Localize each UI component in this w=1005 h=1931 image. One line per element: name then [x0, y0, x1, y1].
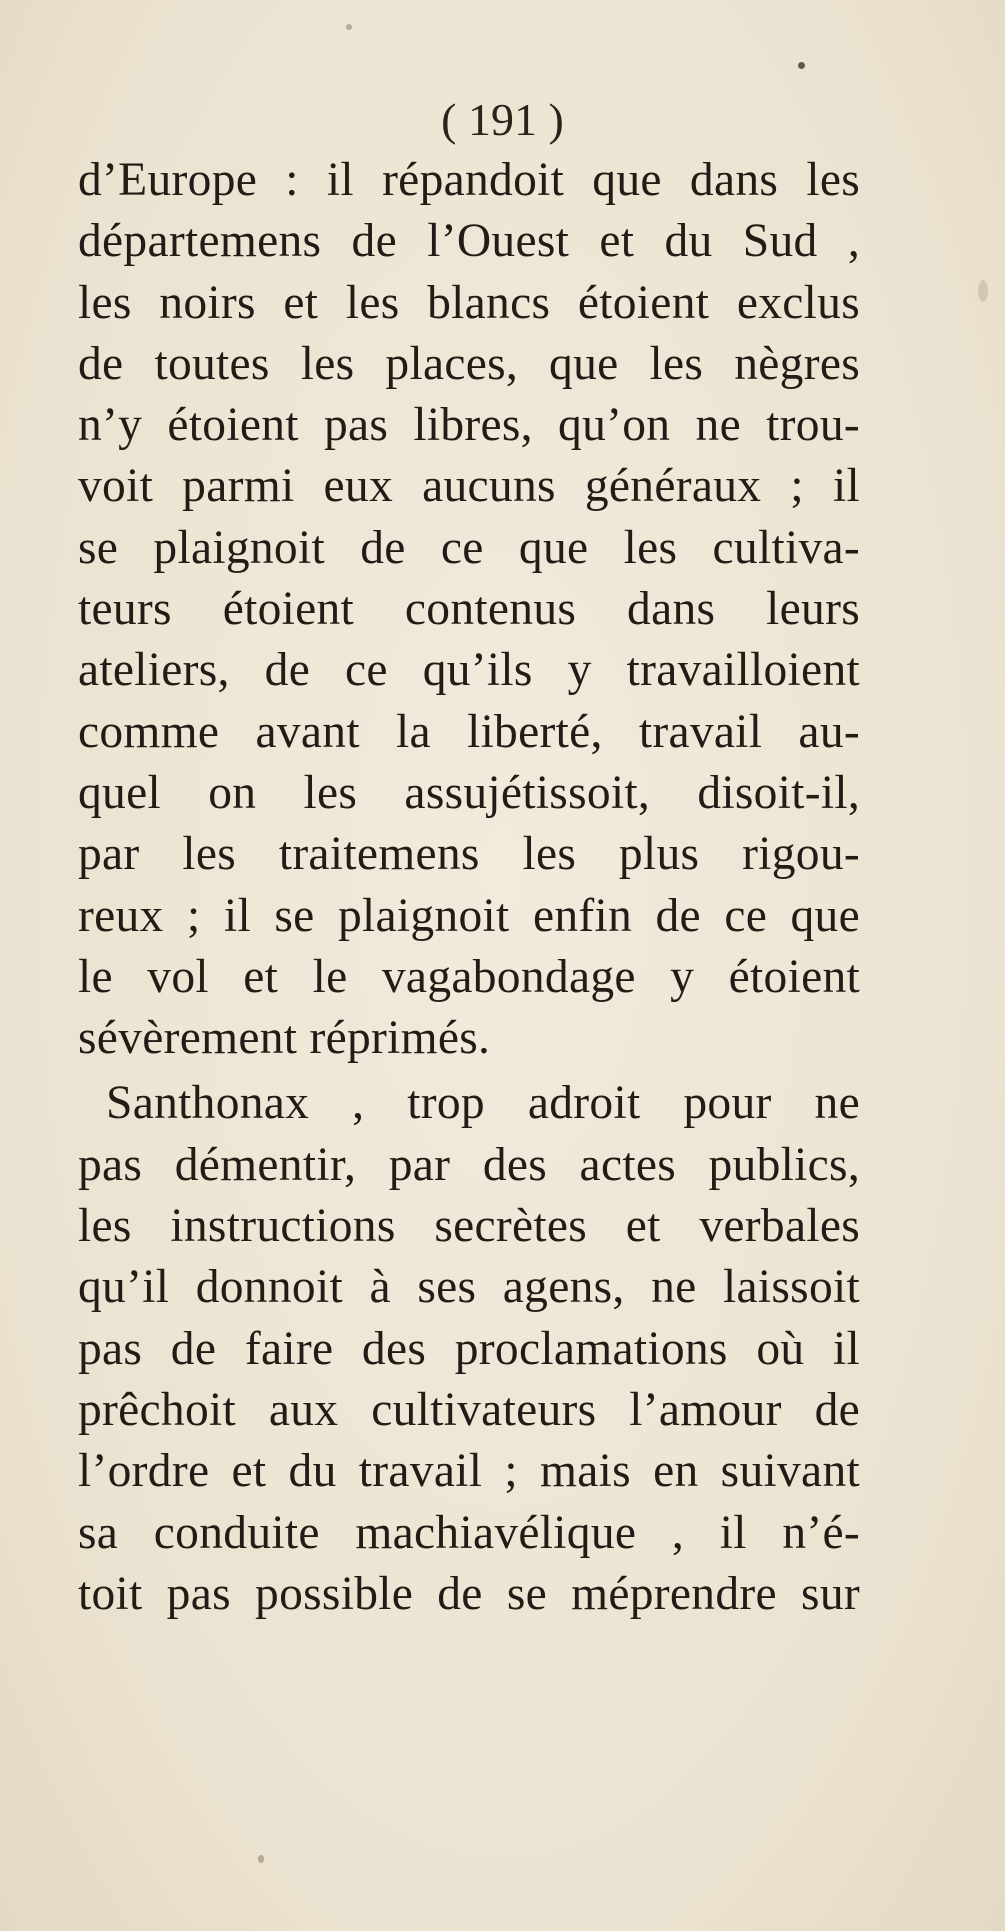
text-line: se plaignoit de ce que les cultiva-	[78, 521, 860, 574]
text-line: quel on les assujétissoit, disoit-il,	[78, 766, 860, 819]
text-line: prêchoit aux cultivateurs l’amour de	[78, 1383, 860, 1436]
text-line: n’y étoient pas libres, qu’on ne trou-	[78, 399, 860, 452]
paragraph	[78, 150, 860, 1069]
text-line: teurs étoient contenus dans leurs	[78, 583, 860, 636]
text-line: les noirs et les blancs étoient exclus	[78, 276, 860, 329]
text-line: pas démentir, par des actes publics,	[78, 1138, 860, 1191]
text-line: l’ordre et du travail ; mais en suivant	[78, 1445, 860, 1498]
paper-speck	[978, 280, 988, 302]
text-line: Santhonax , trop adroit pour ne	[106, 1077, 860, 1130]
text-line: sa conduite machiavélique , il n’é-	[78, 1506, 860, 1559]
text-line: pas de faire des proclamations où il	[78, 1322, 860, 1375]
paper-speck	[258, 1855, 264, 1863]
paper-speck	[346, 24, 352, 30]
text-line: qu’il donnoit à ses agens, ne laissoit	[78, 1261, 860, 1314]
text-line: d’Europe : il répandoit que dans les	[78, 154, 860, 206]
paragraph	[78, 1073, 860, 1625]
text-line: par les traitemens les plus rigou-	[78, 828, 860, 881]
text-line: comme avant la liberté, travail au-	[78, 705, 860, 758]
text-line: départemens de l’Ouest et du Sud ,	[78, 215, 860, 268]
body-text	[78, 150, 860, 1625]
text-line: toit pas possible de se méprendre sur	[78, 1567, 860, 1620]
page-number: ( 191 )	[441, 94, 564, 145]
paper-speck	[798, 62, 805, 69]
text-line: ateliers, de ce qu’ils y travailloient	[78, 644, 860, 697]
text-line: reux ; il se plaignoit enfin de ce que	[78, 889, 860, 942]
text-line: voit parmi eux aucuns généraux ; il	[78, 460, 860, 513]
text-line: de toutes les places, que les nègres	[78, 337, 860, 390]
text-line: les instructions secrètes et verbales	[78, 1200, 860, 1253]
text-line: le vol et le vagabondage y étoient	[78, 950, 860, 1003]
text-line: sévèrement réprimés.	[78, 1012, 491, 1065]
